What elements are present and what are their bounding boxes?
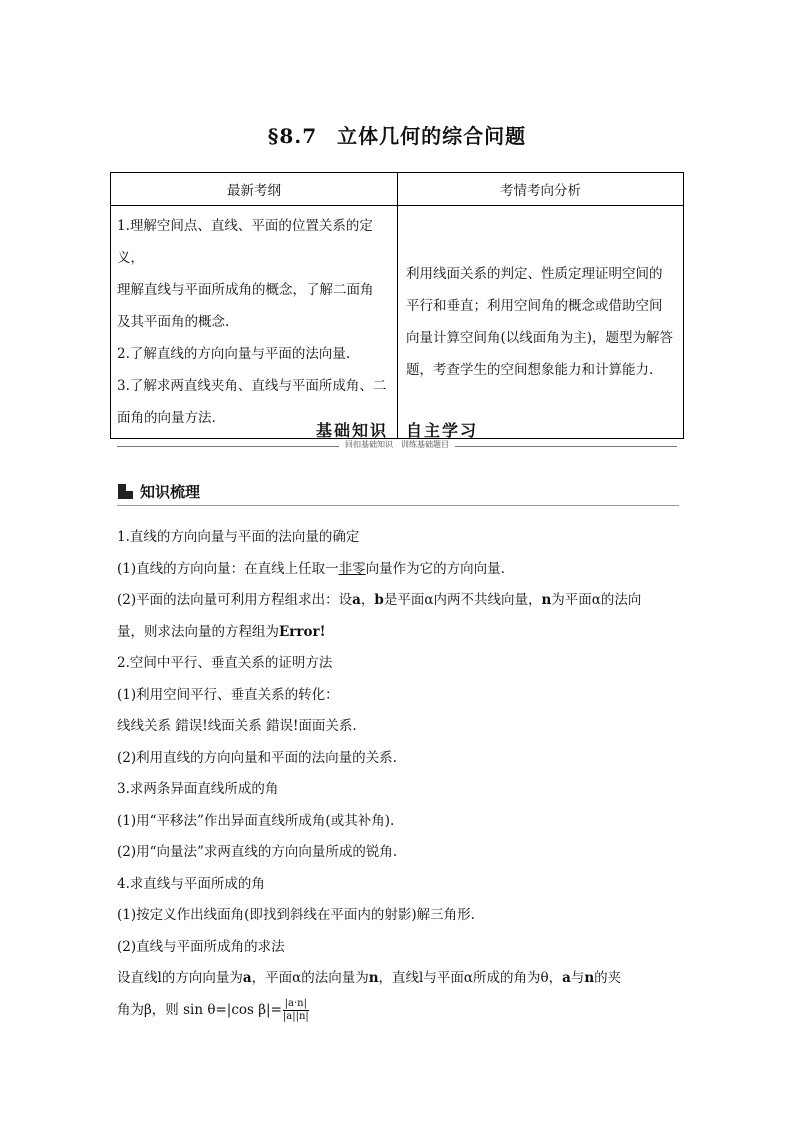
syllabus-line: 3.了解求两直线夹角、直线与平面所成角、二 xyxy=(117,378,387,394)
subsection-title: 2.空间中平行、垂直关系的证明方法 xyxy=(117,655,333,671)
subsection-title: 3.求两条异面直线所成的角 xyxy=(117,781,279,797)
syllabus-line: 面角的向量方法. xyxy=(117,410,216,426)
syllabus-table xyxy=(110,172,684,439)
paragraph: 量，则求法向量的方程组为Error! xyxy=(117,623,326,640)
fraction xyxy=(283,998,309,1023)
fraction-numerator: |a·n| xyxy=(284,997,307,1009)
banner-title: 基础知识 自主学习 xyxy=(315,421,478,440)
syllabus-line: 2.了解直线的方向向量与平面的法向量. xyxy=(117,346,351,362)
knowledge-heading xyxy=(118,481,200,502)
syllabus-analysis xyxy=(398,206,684,439)
syllabus-line: 理解直线与平面所成角的概念，了解二面角 xyxy=(117,282,374,298)
section-title: 立体几何的综合问题 xyxy=(337,124,527,148)
blank-answer: 非零 xyxy=(338,560,366,577)
paragraph: 线线关系 錯误!线面关系 錯误!面面关系. xyxy=(117,718,357,734)
analysis-line: 利用线面关系的判定、性质定理证明空间的 xyxy=(406,266,663,282)
paragraph: (1)利用空间平行、垂直关系的转化： xyxy=(117,686,339,703)
syllabus-line: 及其平面角的概念. xyxy=(117,314,230,330)
analysis-line: 题，考查学生的空间想象能力和计算能力. xyxy=(406,362,654,378)
paragraph: 设直线l的方向向量为a，平面α的法向量为n，直线l与平面α所成的角为θ，a与n的夹 xyxy=(117,970,622,986)
section-banner xyxy=(117,418,677,449)
formula-line: 角为β，则 sin θ=|cos β|= $\frac{|a\cdot n|}{|a||n|}$ xyxy=(117,997,309,1022)
syllabus-content-row xyxy=(111,206,684,439)
paragraph: (2)用“向量法”求两直线的方向向量所成的锐角. xyxy=(117,844,398,860)
knowledge-label: 知识梳理 xyxy=(140,483,201,501)
syllabus-header-row xyxy=(111,173,684,206)
section-number: §8.7 xyxy=(267,124,318,148)
paragraph: (1)按定义作出线面角(即找到斜线在平面内的射影)解三角形. xyxy=(117,907,475,923)
square-bullet-icon xyxy=(118,484,133,499)
paragraph: (2)利用直线的方向向量和平面的法向量的关系. xyxy=(117,749,397,766)
syllabus-line: 1.理解空间点、直线、平面的位置关系的定义， xyxy=(117,218,373,266)
paragraph: (2)平面的法向量可利用方程组求出：设a，b是平面α内两不共线向量，n为平面α的法向 xyxy=(117,592,642,608)
header-analysis: 考情考向分析 xyxy=(398,173,684,206)
syllabus-requirements xyxy=(111,206,398,439)
knowledge-body xyxy=(117,522,679,1026)
subsection-title: 1.直线的方向向量与平面的法向量的确定 xyxy=(117,529,360,545)
paragraph: (1)直线的方向向量：在直线上任取一非零向量作为它的方向向量. xyxy=(117,560,505,577)
error-text: Error! xyxy=(279,623,326,640)
header-syllabus: 最新考纲 xyxy=(111,173,398,206)
banner-subtitle: 回扣基础知识 训练基础题目 xyxy=(339,440,455,449)
fraction-denominator: |a||n| xyxy=(282,1010,309,1022)
knowledge-divider xyxy=(117,505,679,506)
subsection-title: 4.求直线与平面所成的角 xyxy=(117,875,265,892)
analysis-line: 向量计算空间角(以线面角为主)，题型为解答 xyxy=(406,330,674,346)
analysis-line: 平行和垂直；利用空间角的概念或借助空间 xyxy=(406,298,663,314)
page-title xyxy=(0,120,794,149)
paragraph: (2)直线与平面所成角的求法 xyxy=(117,938,285,955)
paragraph: (1)用“平移法”作出异面直线所成角(或其补角). xyxy=(117,812,395,829)
